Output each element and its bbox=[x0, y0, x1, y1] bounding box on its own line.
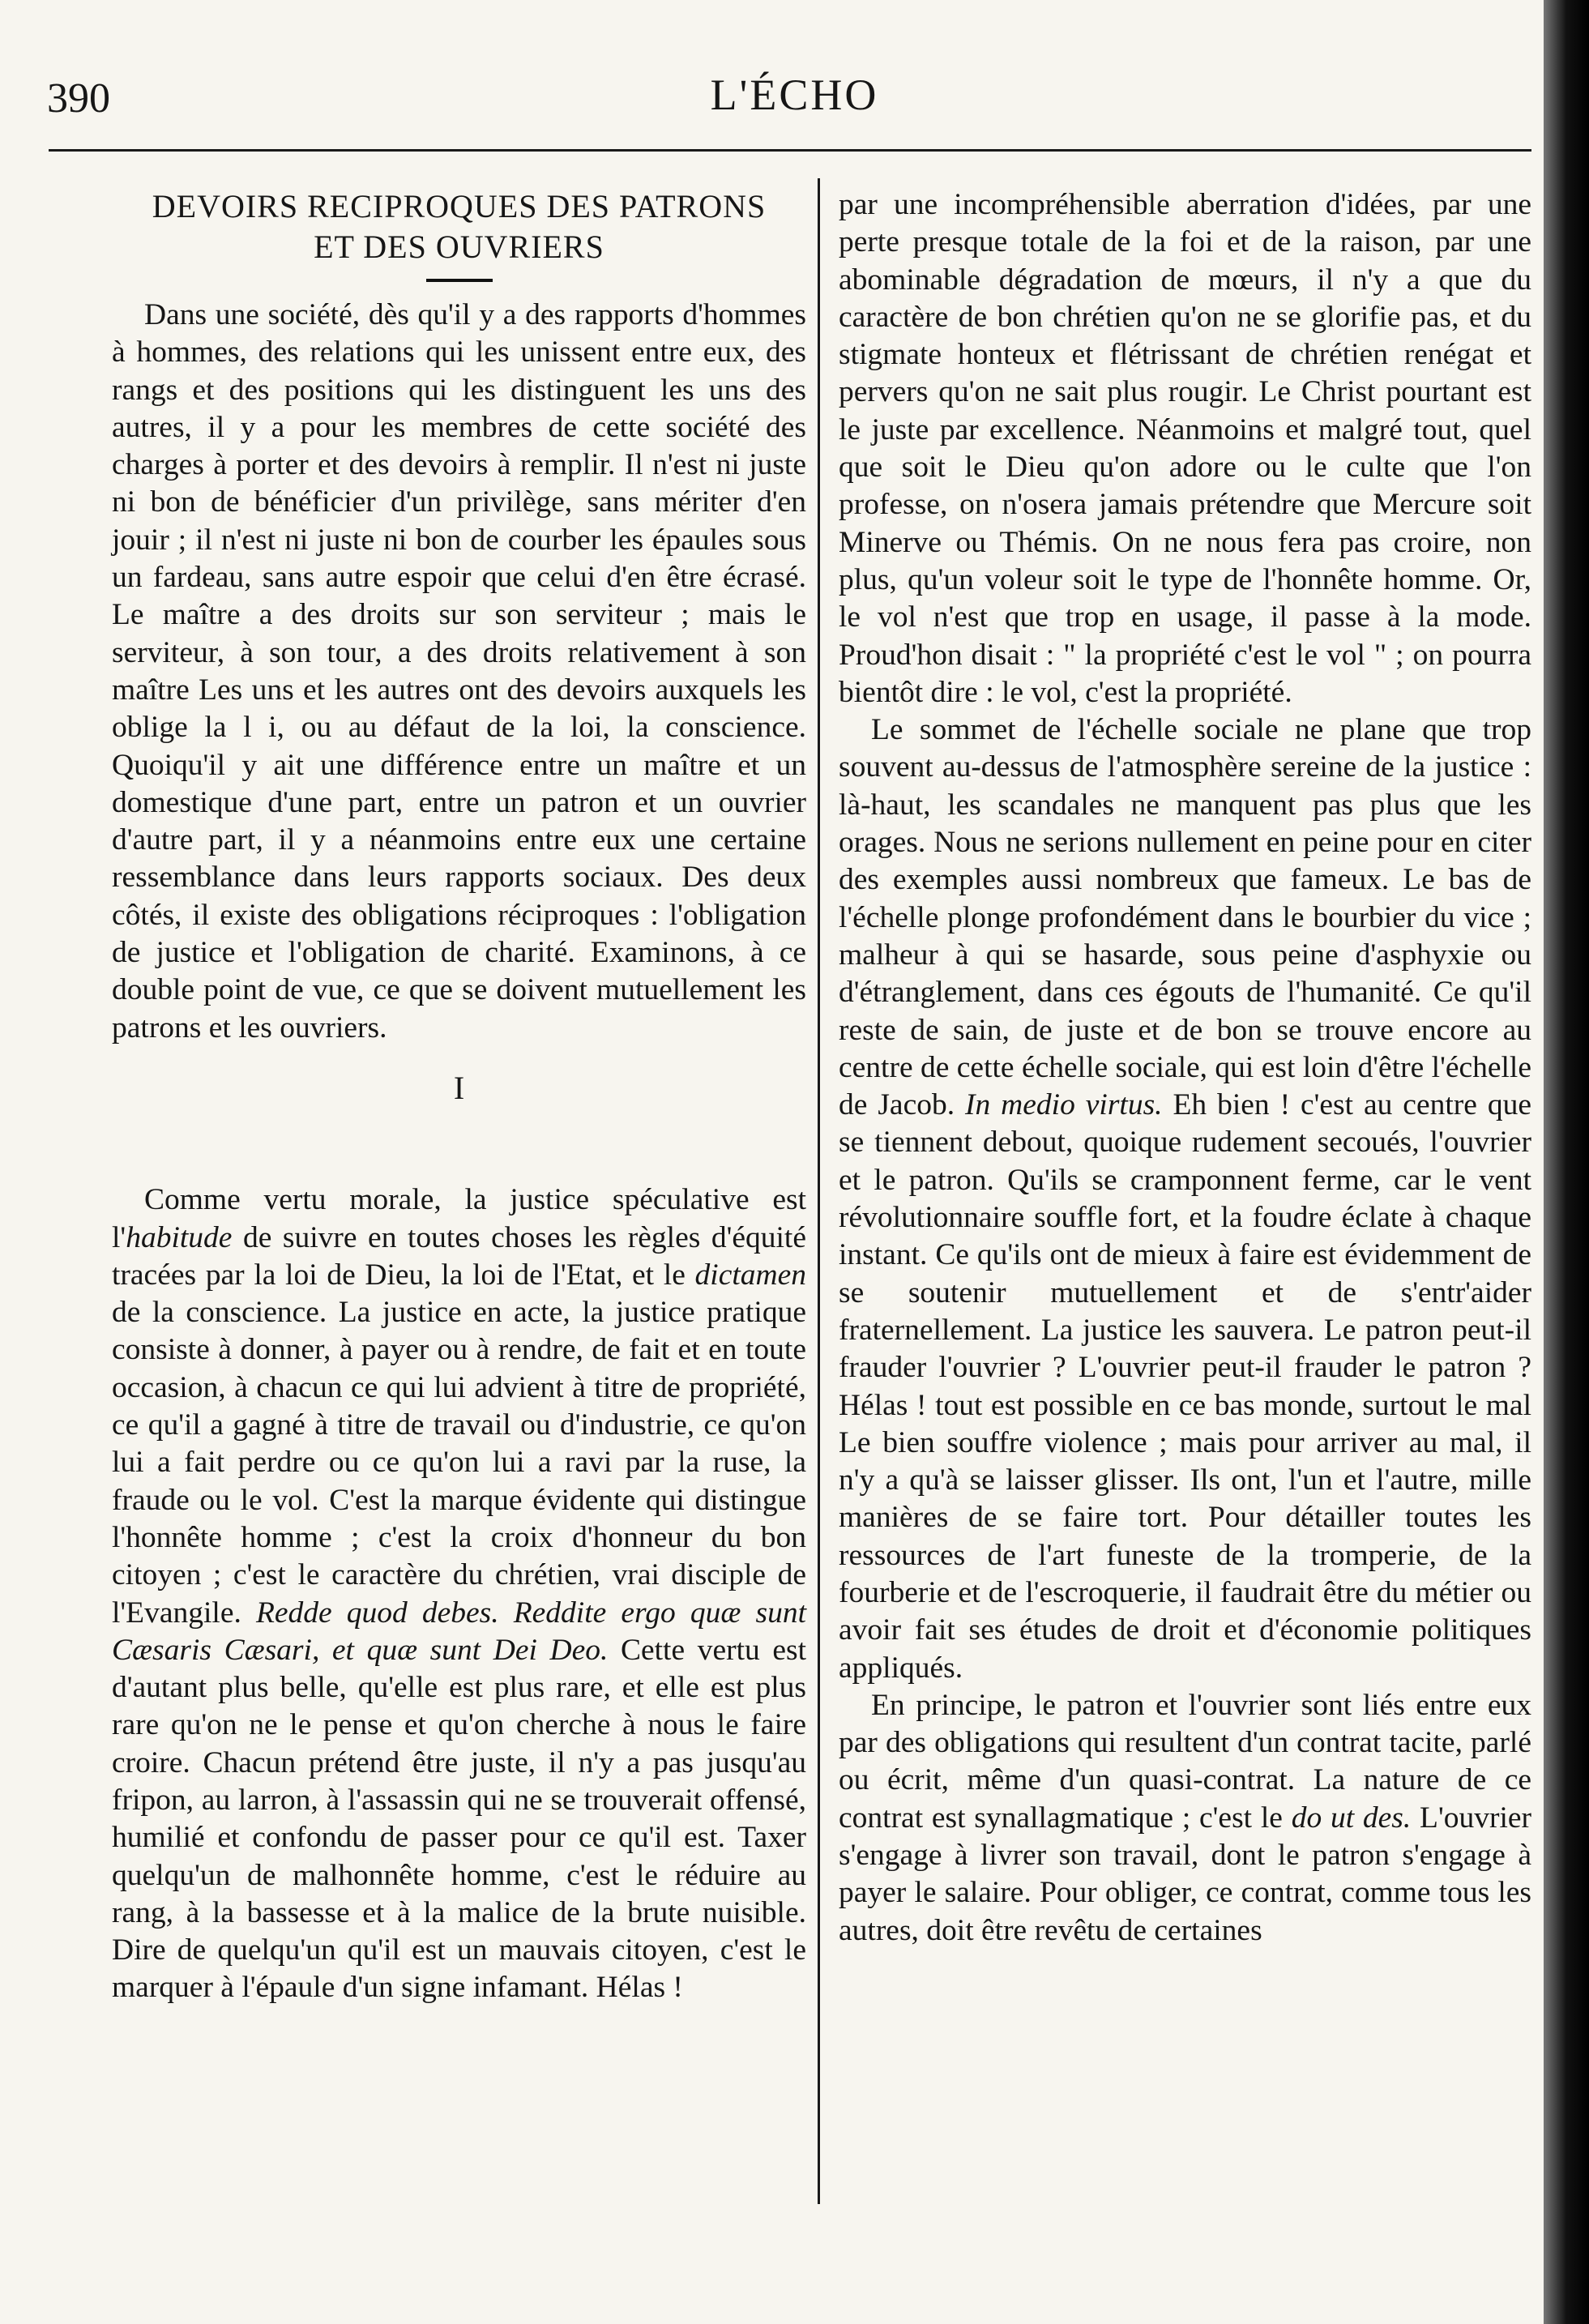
page-number: 390 bbox=[47, 75, 110, 122]
right-paragraph-1: par une incompréhensible aberration d'idées, par une perte presque totale de la foi et de la raison, par une abominable dégradation de mœurs, il n'y a que du caractère de bon chrétien qu'on ne se glorifie pas, et du stigmate honteux et flétrissant de chrétien renégat et pervers qu'on ne sait plus rougir. Le Christ pourtant est le juste par excellence. Néanmoins et malgré tout, quel que soit le Dieu qu'on adore ou le culte que l'on professe, on n'osera jamais prétendre que Mercure soit Minerve ou Thémis. On ne nous fera pas croire, non plus, qu'un voleur soit le type de l'honnête homme. Or, le vol n'est que trop en usage, il passe à la mode. Proud'hon disait : " la propriété c'est le vol " ; on pourra bientôt dire : le vol, c'est la propriété. bbox=[839, 188, 1531, 709]
section-numeral: I bbox=[453, 1069, 465, 1106]
running-title: L'ÉCHO bbox=[710, 70, 879, 119]
left-p2-text-c: de la conscience. La justice en acte, la justice pratique consiste à donner, à payer ou à rendre, de fait et en toute occasion, à chacun ce qui lui advient à titre de propriété, ce qu'il a gagné à titre de travail ou d'industrie, ce qu'on lui a fait perdre ou ce qu'on lui a ravi par la ruse, la fraude ou le vol. C'est la marque évidente qui distingue l'honnête homme ; c'est la croix d'honneur du bon citoyen ; c'est le caractère du chrétien, vrai disciple de l'Evangile. bbox=[112, 1296, 806, 1630]
column-divider bbox=[818, 178, 820, 2204]
left-p2-italic-habitude: habitude bbox=[126, 1220, 233, 1254]
left-p2-text-b: de suivre en toutes choses les règles d'équité tracées par la loi de Dieu, la loi de l'Etat, et le bbox=[112, 1220, 806, 1292]
right-p2-latin-quote: In medio virtus. bbox=[965, 1088, 1163, 1122]
title-rule bbox=[426, 279, 493, 282]
article-title-line2: ET DES OUVRIERS bbox=[314, 229, 604, 265]
article-title-line1: DEVOIRS RECIPROQUES DES PATRONS bbox=[152, 188, 767, 224]
article-title bbox=[112, 186, 806, 267]
header-rule bbox=[49, 149, 1531, 152]
right-p3-text-b: L'ouvrier s'engage à livrer son travail, dont le patron s'engage à payer le salaire. Pour obliger, ce contrat, comme tous les autres, doit être revêtu de certaines bbox=[839, 1801, 1532, 1947]
right-column bbox=[839, 186, 1531, 1950]
left-p2-latin-quote: Redde quod debes. Reddite ergo quæ sunt Cæsaris Cæsari, et quæ sunt Dei Deo. bbox=[112, 1596, 806, 1667]
page-edge-shadow bbox=[1544, 0, 1589, 2324]
right-paragraph-3 bbox=[839, 1687, 1531, 1950]
right-p3-latin-quote: do ut des. bbox=[1291, 1801, 1412, 1835]
left-paragraph-2 bbox=[112, 1181, 806, 2007]
left-p2-text-d: Cette vertu est d'autant plus belle, qu'elle est plus rare, et elle est plus rare qu'on ne le pense et qu'on cherche à nous le faire croire. Chacun prétend être juste, il n'y a pas jusqu'au fripon, au larron, à l'assassin qui ne se trouverait offensé, humilié et confondu de passer pour ce qu'il est. Taxer quelqu'un de malhonnête homme, c'est le réduire au rang, à la bassesse et à la malice de la brute nuisible. Dire de quelqu'un qu'il est un mauvais citoyen, c'est le marquer à l'épaule d'un signe infamant. Hélas ! bbox=[112, 1633, 806, 2005]
right-p2-text-a: Le sommet de l'échelle sociale ne plane que trop souvent au-dessus de l'atmosphère sereine de la justice : là-haut, les scandales ne manquent pas plus que les orages. Nous ne serions nullement en peine pour en citer des exemples aussi nombreux que fameux. Le bas de l'échelle plonge profondément dans le bourbier du vice ; malheur à qui se hasarde, sous peine d'asphyxie ou d'étranglement, dans ces égouts de l'humanité. Ce qu'il reste de sain, de juste et de bon se trouve encore au centre de cette échelle sociale, qui est loin d'être l'échelle de Jacob. bbox=[839, 713, 1531, 1122]
left-column bbox=[112, 186, 806, 2007]
right-paragraph-2 bbox=[839, 711, 1531, 1687]
left-p2-italic-dictamen: dictamen bbox=[694, 1258, 806, 1292]
right-p3-text-a: En principe, le patron et l'ouvrier sont liés entre eux par des obligations qui resultent d'un contrat tacite, parlé ou écrit, même d'un quasi-contrat. La nature de ce contrat est synallagmatique ; c'est le bbox=[839, 1688, 1531, 1835]
right-p2-text-b: Eh bien ! c'est au centre que se tiennent debout, quoique rudement secoués, l'ouvrier et le patron. Qu'ils se cramponnent ferme, car le vent révolutionnaire souffle fort, et la foudre éclate à chaque instant. Ce qu'ils ont de mieux à faire est évidemment de se soutenir mutuellement et de s'entr'aider fraternellement. La justice les sauvera. Le patron peut-il frauder l'ouvrier ? L'ouvrier peut-il frauder le patron ? Hélas ! tout est possible en ce bas monde, surtout le mal Le bien souffre violence ; mais pour arriver au mal, il n'y a qu'à se laisser glisser. Ils ont, l'un et l'autre, mille manières de se faire tort. Pour détailler toutes les ressources de l'art funeste de la tromperie, de la fourberie et de l'escroquerie, il faudrait être du métier ou avoir fait ses études de droit et d'économie politiques appliqués. bbox=[839, 1088, 1531, 1685]
left-p2-text-a: Comme vertu morale, la justice spéculative est l' bbox=[112, 1183, 806, 1254]
left-paragraph-1: Dans une société, dès qu'il y a des rapports d'hommes à hommes, des relations qui les unissent entre eux, des rangs et des positions qui les distinguent les uns des autres, il y a pour les membres de cette société des charges à porter et des devoirs à remplir. Il n'est ni juste ni bon de bénéficier d'un privilège, sans mériter d'en jouir ; il n'est ni juste ni bon de courber les épaules sous un fardeau, sans autre espoir que celui d'en être écrasé. Le maître a des droits sur son serviteur ; mais le serviteur, à son tour, a des droits relativement à son maître Les uns et les autres ont des devoirs auxquels les oblige la l i, ou au défaut de la loi, la conscience. Quoiqu'il y ait une différence entre un maître et un domestique d'une part, entre un patron et un ouvrier d'autre part, il y a néanmoins entre eux une certaine ressemblance dans leurs rapports sociaux. Des deux côtés, il existe des obligations réciproques : l'obligation de justice et l'obligation de charité. Examinons, à ce double point de vue, ce que se doivent mutuellement les patrons et les ouvriers. bbox=[112, 298, 806, 1045]
